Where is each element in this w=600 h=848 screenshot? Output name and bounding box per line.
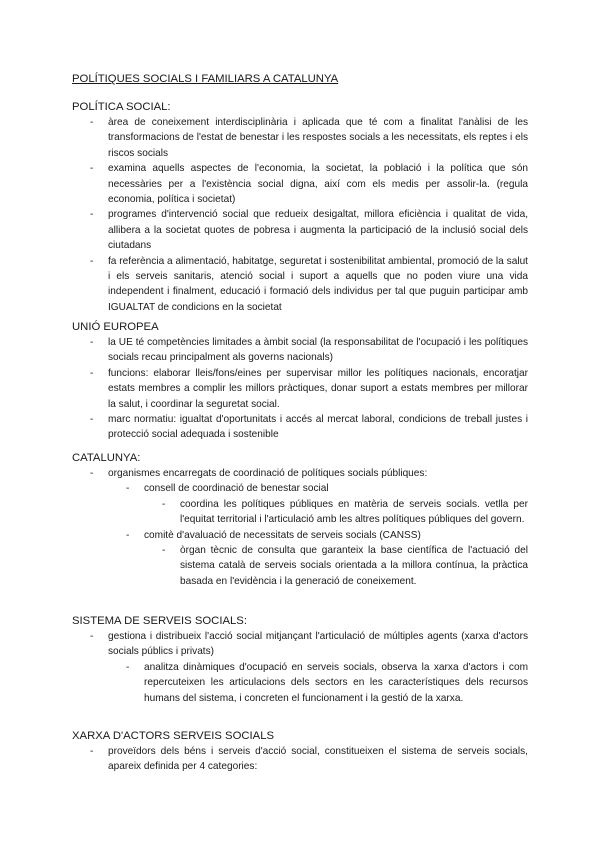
sub-list-item: - analitza dinàmiques d'ocupació en serveis socials, observa la xarxa d'actors i com repercuteixen les articulacions dels sectors en les característiques dels recursos humans del sistema, i concreten el funcionament i la gestió de la xarxa. [126,661,528,704]
dash-bullet: - [126,661,130,673]
dash-bullet: - [90,337,94,348]
list-item: - àrea de coneixement interdisciplinària i aplicada que té com a finalitat l'anàlisi de les transformacions de l'estat de benestar i les respostes socials a les necessitats, els reptes i els riscos socials [90,117,528,159]
sub-sub-list [72,543,528,589]
sub-list [72,660,528,706]
section-heading: POLÍTICA SOCIAL: [72,101,171,113]
dash-bullet: - [90,117,94,128]
dash-bullet: - [90,631,94,642]
dash-bullet: - [126,483,130,495]
list-item: - programes d'intervenció social que redueix desigaltat, millora eficiència i qualitat de vida, allibera a la societat quotes de pobresa i augmenta la participació de la inclusió social dels ciutadans [90,209,528,252]
bullet-list [72,466,528,481]
list-item: - organismes encarregats de coordinació de polítiques socials públiques: [108,466,528,481]
bullet-list [72,629,528,660]
list-item: - funcions: elaborar lleis/fons/eines per supervisar millor les polítiques nacionals, encoratjar estats membres a complir les millors pràctiques, donar suport a estats membres per millorar la salut, i coordinar la seguretat social. [90,367,528,410]
sub-sub-list-item: - òrgan tècnic de consulta que garanteix la base científica de l'actuació del sistema català de serveis socials orientada a la millora contínua, la pràctica basada en l'evidència i la generació de coneixement. [162,545,528,587]
list-item: - proveïdors dels béns i serveis d'acció social, constitueixen el sistema de serveis socials, apareix definida per 4 categories: [90,746,528,773]
list-item: - marc normatiu: igualtat d'oportunitats i accés al mercat laboral, condicions de treball justes i protecció social adequada i sostenible [90,414,528,441]
section-xarxa-actors [72,729,528,775]
sub-list-item: - comitè d'avaluació de necessitats de serveis socials (CANSS) [144,528,528,543]
section-heading: SISTEMA DE SERVEIS SOCIALS: [72,615,247,627]
bullet-list [72,335,528,443]
dash-bullet: - [90,468,94,479]
dash-bullet: - [90,367,94,379]
list-item: - fa referència a alimentació, habitatge, seguretat i sostenibilitat ambiental, promoció de la salut i els serveis sanitaris, atenció social i suport a aquells que no poden viure una vida independent i finalment, educació i formació dels individus per tal que puguin participar amb IGUALTAT de condicions en la societat [90,255,528,313]
dash-bullet: - [126,529,130,541]
dash-bullet: - [90,255,94,267]
section-heading: CATALUNYA: [72,452,141,464]
dash-bullet: - [90,209,94,221]
dash-bullet: - [90,414,94,426]
sub-list [72,481,528,496]
bullet-list [72,115,528,315]
section-heading: UNIÓ EUROPEA [72,321,159,333]
section-politica-social [72,100,528,315]
bullet-list [72,744,528,775]
dash-bullet: - [90,163,94,175]
list-item: - la UE té competències limitades a àmbit social (la responsabilitat de l'ocupació i les polítiques socials recau principalment als governs nacionals) [90,337,528,364]
dash-bullet: - [162,545,166,557]
section-heading: XARXA D'ACTORS SERVEIS SOCIALS [72,730,275,742]
section-sistema-serveis-socials [72,614,528,706]
sub-sub-list-item: - coordina les polítiques públiques en matèria de serveis socials. vetlla per l'equitat territorial i l'articulació amb les altres polítiques públiques del govern. [162,498,528,526]
section-catalunya [72,451,528,589]
sub-list-item: - consell de coordinació de benestar social [144,481,528,496]
sub-list [72,528,528,543]
dash-bullet: - [90,746,94,757]
section-unio-europea [72,320,528,443]
list-item: - gestiona i distribueix l'acció social mitjançant l'articulació de múltiples agents (xarxa d'actors socials públics i privats) [90,631,528,658]
dash-bullet: - [162,498,166,510]
sub-sub-list [72,497,528,528]
list-item: - examina aquells aspectes de l'economia, la societat, la població i la política que són necessàries per a l'existència social digna, així com els medis per assolir-la. (regula economia, política i societat) [90,163,528,206]
document-title: POLÍTIQUES SOCIALS I FAMILIARS A CATALUNYA [72,73,339,85]
